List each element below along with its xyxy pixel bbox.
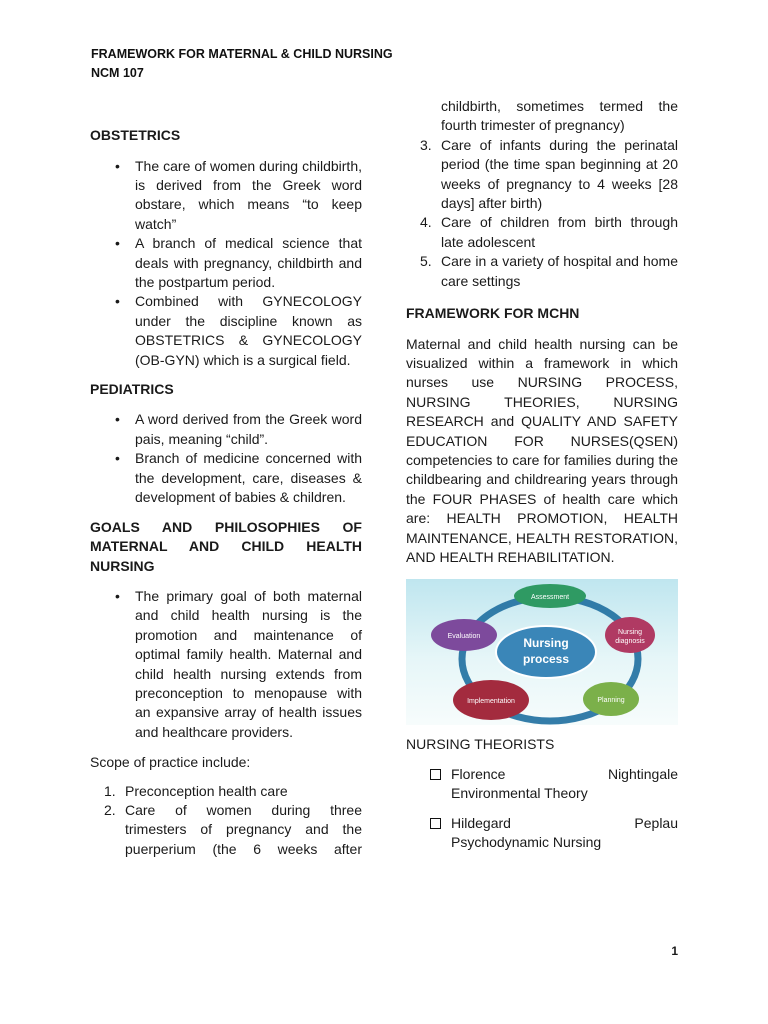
- list-item: • Combined with GYNECOLOGY under the discipline known as OBSTETRICS & GYNECOLOGY (OB-GYN) which is a surgical field.: [90, 292, 362, 370]
- checkbox-bullet-icon: [430, 769, 441, 780]
- page-number: 1: [671, 944, 678, 958]
- list-item: [406, 213, 678, 252]
- pediatrics-heading: PEDIATRICS: [90, 380, 174, 397]
- diagnosis-label-2: diagnosis: [615, 638, 645, 646]
- list-item: [406, 97, 678, 136]
- theorist-name: Hildegard Peplau: [451, 814, 678, 831]
- list-item: • A branch of medical science that deals with pregnancy, childbirth and the postpartum period.: [90, 234, 362, 292]
- scope-intro: Scope of practice include:: [90, 754, 251, 771]
- nursing-process-svg: [406, 579, 678, 725]
- framework-paragraph: Maternal and child health nursing can be visualized within a framework in which nurses use NURSING PROCESS, NURSING THEORIES, NURSING RESEARCH and QUALITY AND SAFETY EDUCATION FOR NURSES(QSEN) competencies to care for families during the childbearing and childrearing years through the FOUR PHASES of health care which are: HEALTH PROMOTION, HEALTH MAINTENANCE, HEALTH RESTORATION, AND HEALTH REHABILITATION.: [406, 335, 678, 566]
- goals-heading: GOALS AND PHILOSOPHIES OF MATERNAL AND CHILD HEALTH NURSING: [90, 518, 362, 574]
- nursing-process-diagram: [406, 579, 678, 725]
- assessment-label: Assessment: [530, 594, 570, 602]
- scope-list-left: [90, 782, 362, 860]
- theorist-theory: Psychodynamic Nursing: [451, 834, 602, 851]
- list-text: Care of children from birth through late adolescent: [441, 214, 678, 250]
- page-header: [91, 45, 393, 83]
- center-label-2: process: [522, 652, 570, 667]
- list-number: 4.: [420, 214, 432, 231]
- pediatrics-list: [90, 410, 362, 507]
- planning-label: Planning: [597, 697, 625, 705]
- implementation-label: Implementation: [467, 698, 515, 706]
- theorists-list: [406, 765, 678, 853]
- list-item: [406, 814, 678, 853]
- checkbox-bullet-icon: [430, 818, 441, 829]
- obstetrics-list: [90, 157, 362, 370]
- goals-list: [90, 587, 362, 742]
- list-text: Care of infants during the perinatal period (the time span beginning at 20 weeks of pregnancy to 4 weeks [28 days] after birth): [441, 136, 678, 212]
- list-number: 2.: [104, 802, 116, 819]
- list-text: childbirth, sometimes termed the fourth trimester of pregnancy): [441, 98, 678, 134]
- theorist-theory: Environmental Theory: [451, 785, 588, 802]
- header-title: FRAMEWORK FOR MATERNAL & CHILD NURSING: [91, 47, 393, 61]
- framework-heading: FRAMEWORK FOR MCHN: [406, 305, 580, 322]
- theorists-heading: NURSING THEORISTS: [406, 736, 555, 753]
- left-column: [90, 95, 362, 859]
- list-text: Care of women during three trimesters of pregnancy and the puerperium (the 6 weeks after: [125, 802, 362, 857]
- list-item: [406, 765, 678, 804]
- evaluation-label: Evaluation: [447, 633, 481, 641]
- right-column: [406, 97, 678, 852]
- list-text: Care in a variety of hospital and home care settings: [441, 253, 678, 289]
- scope-list-right: [406, 97, 678, 291]
- list-number: 1.: [104, 782, 116, 799]
- list-item: • A word derived from the Greek word pais, meaning “child”.: [90, 410, 362, 449]
- list-item: [90, 801, 362, 859]
- list-item: [406, 252, 678, 291]
- list-item: • Branch of medicine concerned with the development, care, diseases & development of babies & children.: [90, 449, 362, 507]
- list-number: 3.: [420, 136, 432, 153]
- obstetrics-heading: OBSTETRICS: [90, 127, 181, 143]
- list-number: 5.: [420, 253, 432, 270]
- theorist-name: Florence Nightingale: [451, 765, 678, 782]
- list-text: Preconception health care: [125, 782, 288, 799]
- header-course-code: NCM 107: [91, 66, 144, 80]
- list-item: • The care of women during childbirth, is derived from the Greek word obstare, which means “to keep watch”: [90, 157, 362, 235]
- list-item: [406, 136, 678, 214]
- list-item: [90, 782, 362, 801]
- center-label-1: Nursing: [523, 636, 569, 651]
- list-item: • The primary goal of both maternal and child health nursing is the promotion and maintenance of optimal family health. Maternal and child health nursing extends from preconception to menopause with an expansive array of health issues and healthcare providers.: [90, 587, 362, 742]
- diagnosis-label-1: Nursing: [617, 629, 643, 637]
